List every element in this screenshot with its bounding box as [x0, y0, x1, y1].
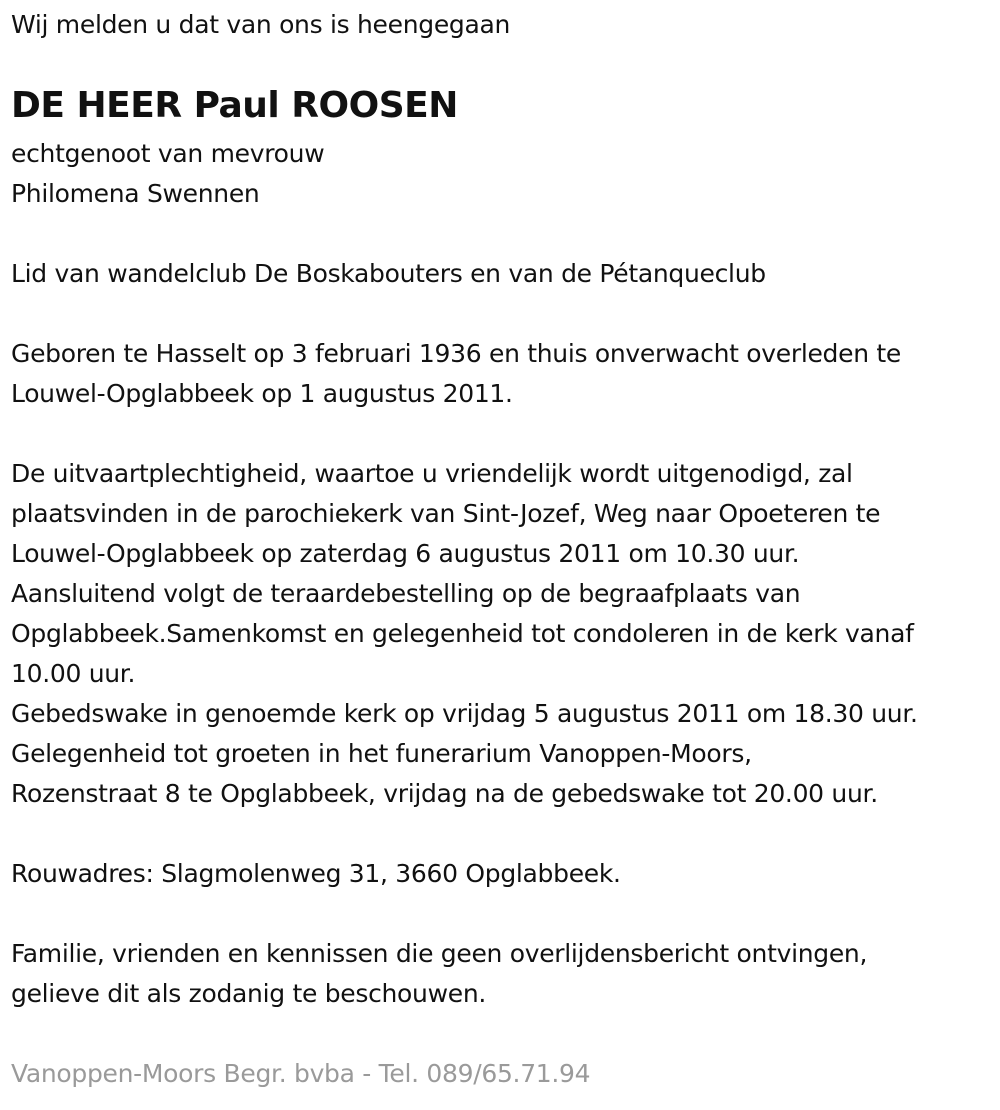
funeral-line: Gelegenheid tot groeten in het funerarium Vanoppen-Moors,	[11, 739, 752, 768]
funeral-home-footer: Vanoppen-Moors Begr. bvba - Tel. 089/65.71.94	[11, 1059, 591, 1088]
membership-line: Lid van wandelclub De Boskabouters en van de Pétanqueclub	[11, 259, 766, 288]
mourning-address-block	[11, 854, 621, 894]
birth-death-line: Louwel-Opglabbeek op 1 augustus 2011.	[11, 379, 513, 408]
funeral-line: Louwel-Opglabbeek op zaterdag 6 augustus 2011 om 10.30 uur.	[11, 539, 800, 568]
funeral-line: Opglabbeek.Samenkomst en gelegenheid tot condoleren in de kerk vanaf	[11, 619, 914, 648]
family-line: Familie, vrienden en kennissen die geen overlijdensbericht ontvingen,	[11, 939, 868, 968]
deceased-name: DE HEER Paul ROOSEN	[11, 85, 458, 126]
membership-block	[11, 254, 766, 294]
birth-death-line: Geboren te Hasselt op 3 februari 1936 en thuis onverwacht overleden te	[11, 339, 901, 368]
funeral-line: De uitvaartplechtigheid, waartoe u vriendelijk wordt uitgenodigd, zal	[11, 459, 853, 488]
funeral-line: Rozenstraat 8 te Opglabbeek, vrijdag na de gebedswake tot 20.00 uur.	[11, 779, 878, 808]
spouse-block	[11, 134, 324, 214]
family-line: gelieve dit als zodanig te beschouwen.	[11, 979, 487, 1008]
family-notice-block	[11, 934, 867, 1014]
funeral-line: 10.00 uur.	[11, 659, 136, 688]
funeral-details-block	[11, 454, 918, 814]
spouse-line: Philomena Swennen	[11, 179, 260, 208]
intro-text: Wij melden u dat van ons is heengegaan	[11, 10, 511, 39]
birth-death-block	[11, 334, 901, 414]
funeral-line: Gebedswake in genoemde kerk op vrijdag 5 augustus 2011 om 18.30 uur.	[11, 699, 918, 728]
mourning-address: Rouwadres: Slagmolenweg 31, 3660 Opglabbeek.	[11, 859, 621, 888]
funeral-line: plaatsvinden in de parochiekerk van Sint-Jozef, Weg naar Opoeteren te	[11, 499, 881, 528]
funeral-line: Aansluitend volgt de teraardebestelling op de begraafplaats van	[11, 579, 801, 608]
spouse-line: echtgenoot van mevrouw	[11, 139, 325, 168]
